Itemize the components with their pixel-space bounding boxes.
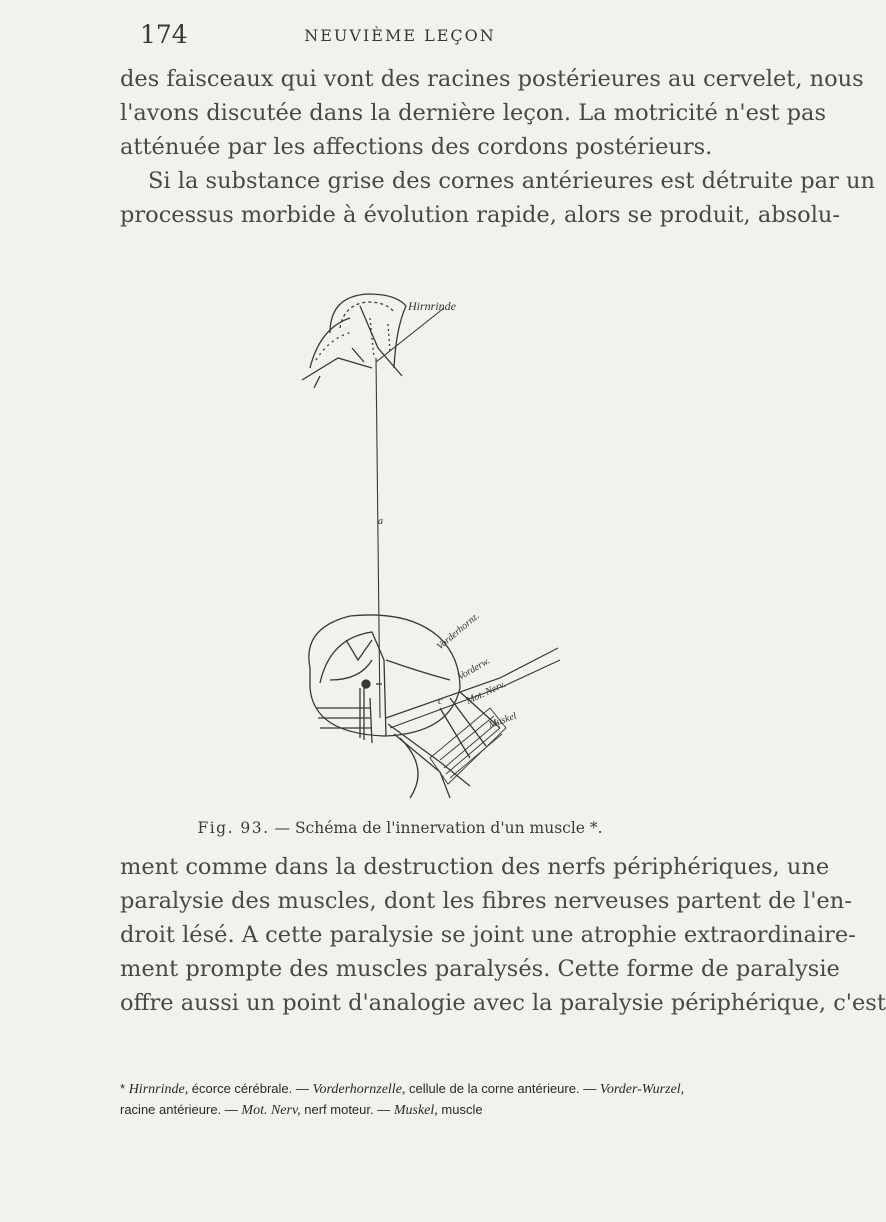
paragraph-2 [120,850,886,1020]
label-vorderhornzelle: Vorderhornz. [434,610,482,653]
text-line: droit lésé. A cette paralysie se joint une atrophie extraordinaire- [120,922,856,948]
figure-caption-text: — Schéma de l'innervation d'un muscle *. [274,819,603,837]
figure-caption [0,819,800,837]
label-a: a [378,516,383,527]
text-line: ment prompte des muscles paralysés. Cette forme de paralysie [120,956,840,982]
footnote-term: Vorder-Wurzel, [599,1082,685,1097]
page-number: 174 [140,20,188,49]
text-line: processus morbide à évolution rapide, alors se produit, absolu- [120,202,841,228]
text-line: atténuée par les affections des cordons postérieurs. [120,134,713,160]
footnote-def: écorce cérébrale. — [188,1081,313,1096]
paragraph-1 [120,62,875,232]
running-head: NEUVIÈME LEÇON [304,26,496,45]
text-line: l'avons discutée dans la dernière leçon. La motricité n'est pas [120,100,827,126]
footnote-def: nerf moteur. — [300,1102,394,1117]
label-muskel: Muskel [487,710,519,731]
footnote [120,1079,720,1121]
text-line: paralysie des muscles, dont les fibres nerveuses partent de l'en- [120,888,852,914]
anterior-horn-cell [362,680,370,688]
innervation-diagram [290,288,640,808]
label-vorderwurzel: Vorderw. [456,655,493,683]
label-hirnrinde: Hirnrinde [408,299,456,313]
text-line: Si la substance grise des cornes antérieures est détruite par un [148,168,875,194]
pyramidal-fibre [376,358,380,718]
footnote-term: Mot. Nerv, [241,1103,301,1118]
motor-nerve [386,648,558,718]
footnote-term: Hirnrinde, [128,1082,189,1097]
footnote-term: Muskel, [393,1103,438,1118]
footnote-def: racine antérieure. — [120,1102,242,1117]
label-c: c [438,696,443,707]
innervation-figure [290,288,640,808]
label-mot-nerv: Mot. Nerv. [464,678,508,707]
cortex-outline [330,294,406,368]
footnote-term: Vorderhornzelle, [312,1082,406,1097]
cortex-gyrus [340,302,394,328]
footnote-def: muscle [437,1102,483,1117]
text-line: des faisceaux qui vont des racines postérieures au cervelet, nous [120,66,864,92]
figure-label: Fig. 93. [197,819,270,837]
text-line: ment comme dans la destruction des nerfs périphériques, une [120,854,830,880]
text-line: offre aussi un point d'analogie avec la paralysie périphérique, c'est [120,990,886,1016]
footnote-marker: * [120,1081,126,1096]
footnote-def: cellule de la corne antérieure. — [405,1081,600,1096]
